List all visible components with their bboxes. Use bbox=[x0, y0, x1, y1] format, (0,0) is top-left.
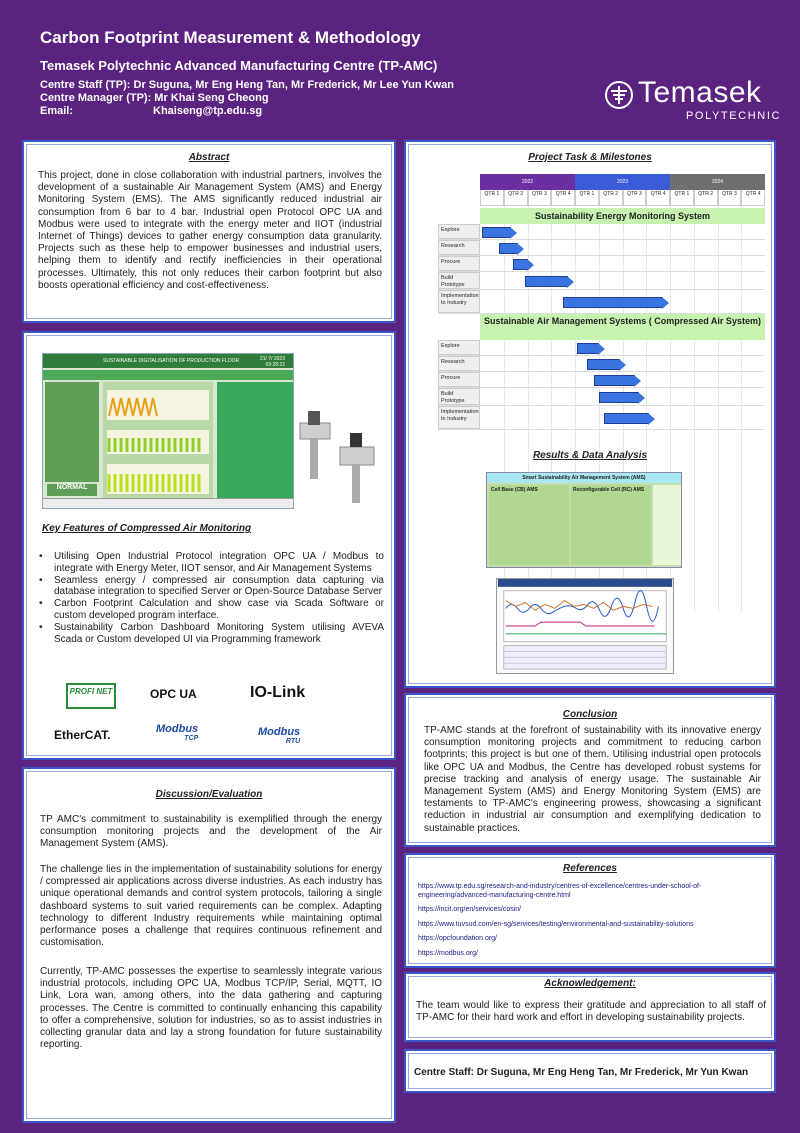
references-panel bbox=[404, 853, 776, 968]
gantt-quarter: QTR 2 bbox=[694, 190, 718, 206]
gantt-task-bar bbox=[482, 227, 511, 238]
feature-item: • Seamless energy / compressed air consumption data capturing via database integration to specified Server or Open-Source Database Server bbox=[38, 575, 384, 599]
gantt-quarter: QTR 1 bbox=[480, 190, 504, 206]
reference-link[interactable]: https://www.tp.edu.sg/research-and-industry/centres-of-excellence/centres-under-school-of-engineering/advanced-manufacturing-centre.html bbox=[418, 883, 702, 899]
discussion-paragraph-3: Currently, TP-AMC possesses the expertise to seamlessly integrate various industrial protocols, including OPC UA, Modbus TCP/IP, Serial, MQTT, IO Link, Lora wan, among others, into the data gathering and capturing processes. The Centre is committed to continually enhancing this capability to offer a comprehensive, solution for industries, so as to assist industries in collecting granular data and lay a strong foundation for future sustainability reporting. bbox=[40, 966, 382, 1051]
gantt-task-row bbox=[438, 272, 765, 290]
gantt-quarter: QTR 2 bbox=[504, 190, 528, 206]
features-title: Key Features of Compressed Air Monitoring bbox=[42, 523, 252, 534]
project-panel bbox=[404, 140, 776, 688]
gantt-task-label: Explore bbox=[438, 224, 480, 239]
feature-item: • Sustainability Carbon Dashboard Monitoring System utilising AVEVA Scada or Custom developed UI via Programming framework bbox=[38, 622, 384, 646]
dashboard-machine-panel bbox=[45, 382, 99, 482]
modbus-rtu-sub: RTU bbox=[285, 738, 301, 745]
gantt-task-bar bbox=[604, 413, 649, 424]
modbus-rtu-logo bbox=[258, 726, 300, 745]
modbus-tcp-sub: TCP bbox=[184, 735, 199, 742]
temasek-emblem-icon bbox=[604, 80, 634, 110]
footer-staff-text: Centre Staff: Dr Suguna, Mr Eng Heng Tan, Mr Frederick, Mr Yun Kwan bbox=[414, 1067, 749, 1078]
gantt-quarters bbox=[480, 190, 765, 206]
acknowledgement-text: The team would like to express their gratitude and appreciation to all staff of TP-AMC for their hard work and effort in developing sustainability projects. bbox=[416, 1000, 766, 1024]
modbus-tcp-logo bbox=[156, 723, 198, 742]
gantt-task-bar bbox=[594, 375, 635, 386]
features-list bbox=[38, 551, 384, 645]
centre-manager-line: Centre Manager (TP): Mr Khai Seng Cheong bbox=[40, 92, 269, 104]
dashboard-time: 09:28:22 bbox=[265, 362, 285, 368]
gantt-years bbox=[480, 174, 765, 190]
project-title: Project Task & Milestones bbox=[528, 152, 652, 163]
discussion-paragraph-2: The challenge lies in the implementation of sustainability solutions for energy / compressed air applications across diverse industries. As each industry has unique operational demands and control system protocols, tailoring a single dashboard systems to suit varied requirements can be complex. Adapting technology to different Industry requirements while maintaining optimal performance poses a challenge that requires continuous refinement and customisation. bbox=[40, 864, 382, 949]
gantt-task-row bbox=[438, 406, 765, 430]
reference-link[interactable]: https://opcfoundation.org/ bbox=[418, 935, 497, 942]
dashboard-screenshot bbox=[42, 353, 294, 509]
dashboard-consumption-panel bbox=[103, 382, 213, 502]
references-title: References bbox=[563, 863, 617, 874]
gantt-task-label: Research bbox=[438, 240, 480, 255]
results-title: Results & Data Analysis bbox=[532, 450, 648, 461]
dashboard-date: 21/ 7/ 2023 bbox=[259, 356, 285, 362]
feature-item: • Carbon Footprint Calculation and show case via Scada Software or custom developed program interface. bbox=[38, 598, 384, 622]
references-list bbox=[418, 883, 764, 964]
gantt-section-title: Sustainability Energy Monitoring System bbox=[480, 208, 765, 224]
gantt-task-label: Implementation to Industry bbox=[438, 406, 480, 429]
trend-graph-screenshot bbox=[496, 578, 674, 674]
scada-co2-panel bbox=[653, 485, 681, 565]
gantt-task-label: Explore bbox=[438, 340, 480, 355]
gantt-task-label: Research bbox=[438, 356, 480, 371]
gantt-quarter: QTR 4 bbox=[551, 190, 575, 206]
consumption-bars-icon bbox=[103, 382, 213, 502]
ams-scada-screenshot bbox=[486, 472, 682, 568]
centre-staff-line: Centre Staff (TP): Dr Suguna, Mr Eng Heng Tan, Mr Frederick, Mr Lee Yun Kwan bbox=[40, 79, 454, 91]
scada-rc-panel bbox=[571, 485, 651, 565]
email-label: Email: bbox=[40, 105, 74, 117]
gantt-quarter: QTR 1 bbox=[670, 190, 694, 206]
dashboard-nav-bar bbox=[43, 370, 293, 380]
gantt-task-bar bbox=[525, 276, 568, 287]
gantt-year-2022: 2022 bbox=[480, 174, 575, 190]
conclusion-title: Conclusion bbox=[562, 709, 618, 720]
email-value: Khaiseng@tp.edu.sg bbox=[153, 105, 263, 117]
discussion-title: Discussion/Evaluation bbox=[155, 789, 263, 800]
iolink-logo: IO-Link bbox=[250, 684, 306, 701]
dashboard-title: SUSTAINABLE DIGITALISATION OF PRODUCTION FLOOR bbox=[43, 354, 293, 368]
gantt-quarter: QTR 2 bbox=[599, 190, 623, 206]
gantt-task-label: Build Prototype bbox=[438, 272, 480, 289]
gantt-task-row bbox=[438, 340, 765, 356]
dashboard-awareness-panel bbox=[217, 382, 293, 502]
gantt-quarter: QTR 3 bbox=[623, 190, 647, 206]
feature-item: • Utilising Open Industrial Protocol integration OPC UA / Modbus to integrate with Energy Meter, IIOT sensor, and Air Management Systems bbox=[38, 551, 384, 575]
scada-cb-panel bbox=[489, 485, 569, 565]
scada-title: Smart Sustainability Air Management System (AMS) bbox=[487, 473, 681, 483]
dashboard-datetime bbox=[260, 356, 285, 368]
gantt-task-row bbox=[438, 356, 765, 372]
features-panel bbox=[22, 331, 396, 760]
reference-link[interactable]: https://www.tuvsud.com/en-sg/services/testing/environmental-and-sustainability-solutions bbox=[418, 920, 694, 928]
opcua-logo: OPC UA bbox=[150, 687, 197, 701]
modbus-rtu-word: Modbus bbox=[258, 726, 301, 738]
dashboard-status: NORMAL bbox=[47, 484, 97, 496]
poster-header bbox=[0, 0, 800, 140]
scada-rc-label: Reconfigurable Cell (RC) AMS bbox=[573, 487, 645, 493]
logo-wordmark: Temasek bbox=[638, 76, 762, 109]
gantt-task-label: Build Prototype bbox=[438, 388, 480, 405]
abstract-title: Abstract bbox=[188, 152, 230, 163]
gantt-task-row bbox=[438, 256, 765, 272]
footer-staff-panel bbox=[404, 1049, 776, 1093]
abstract-panel bbox=[22, 140, 396, 323]
gantt-task-label: Implementation to Industry bbox=[438, 290, 480, 313]
scada-cb-label: Cell Base (CB) AMS bbox=[491, 487, 538, 493]
ethercat-logo: EtherCAT. bbox=[54, 728, 111, 742]
gantt-quarter: QTR 4 bbox=[741, 190, 765, 206]
poster-title: Carbon Footprint Measurement & Methodology bbox=[40, 28, 421, 47]
gantt-year-2024: 2024 bbox=[670, 174, 765, 190]
modbus-tcp-word: Modbus bbox=[156, 723, 199, 735]
reference-link[interactable]: https://incit.org/en/services/cosin/ bbox=[418, 906, 522, 913]
gantt-section-title: Sustainable Air Management Systems ( Compressed Air System) bbox=[480, 314, 765, 340]
poster-subtitle: Temasek Polytechnic Advanced Manufacturing Centre (TP-AMC) bbox=[40, 58, 438, 73]
acknowledgement-title: Acknowledgement: bbox=[544, 978, 636, 989]
protocol-logos bbox=[24, 673, 394, 753]
gantt-quarter: QTR 1 bbox=[575, 190, 599, 206]
air-valve-units-icon bbox=[290, 403, 386, 513]
dashboard-footer bbox=[43, 498, 293, 508]
conclusion-panel bbox=[404, 693, 776, 847]
gantt-task-label: Procure bbox=[438, 372, 480, 387]
gantt-task-label: Procure bbox=[438, 256, 480, 271]
gantt-task-row bbox=[438, 224, 765, 240]
gantt-quarter: QTR 3 bbox=[528, 190, 552, 206]
gantt-task-row bbox=[438, 388, 765, 406]
gantt-task-bar bbox=[513, 259, 527, 270]
reference-link[interactable]: https://modbus.org/ bbox=[418, 949, 478, 957]
gantt-task-row bbox=[438, 290, 765, 314]
gantt-task-bar bbox=[599, 392, 640, 403]
gantt-task-bar bbox=[563, 297, 663, 308]
gantt-task-bar bbox=[499, 243, 518, 254]
profinet-logo: PROFI NET bbox=[66, 683, 116, 709]
acknowledgement-panel bbox=[404, 972, 776, 1042]
conclusion-text: TP-AMC stands at the forefront of sustainability with its innovative energy consumption monitoring projects and commitment to reducing carbon footprints; this project is but one of them. Utilising industrial open protocols like OPC UA and Modbus, the Centre has developed robust systems for precise tracking and analysis of energy usage. The sustainable Air Management System (AMS) and Energy Monitoring System (EMS) are testaments to TP-AMC's engineering prowess, showcasing a significant reduction in industrial air consumption and exemplifying dedication to sustainable practices. bbox=[424, 725, 761, 834]
gantt-task-bar bbox=[577, 343, 599, 354]
gantt-task-row bbox=[438, 372, 765, 388]
discussion-panel bbox=[22, 767, 396, 1123]
gantt-task-row bbox=[438, 240, 765, 256]
gantt-quarter: QTR 4 bbox=[646, 190, 670, 206]
gantt-task-bar bbox=[587, 359, 620, 370]
logo-subtext: POLYTECHNIC bbox=[686, 110, 782, 122]
discussion-paragraph-1: TP AMC's commitment to sustainability is exemplified through the energy consumption monitoring projects and the development of the Air Management System (AMS). bbox=[40, 814, 382, 850]
abstract-text: This project, done in close collaboration with industrial partners, involves the development of a sustainable Air Management System (AMS) and Energy Monitoring System (EMS). The AMS significantly reduced industrial air consumption from 6 bar to 4 bar. Industrial open Protocol OPC UA and Modbus were used to integrate with the energy meter and IIOT (industrial Internet of Things) devices to gather energy consumption data granularity. Projects such as these help to empower businesses and industrial users, helping them to identify and rectify inefficiencies in their operational processes. Ultimately, this not only reduces their carbon footprint but also boosts operational efficiency and cost-effectiveness. bbox=[38, 170, 382, 291]
gantt-year-2023: 2023 bbox=[575, 174, 670, 190]
gantt-quarter: QTR 3 bbox=[718, 190, 742, 206]
